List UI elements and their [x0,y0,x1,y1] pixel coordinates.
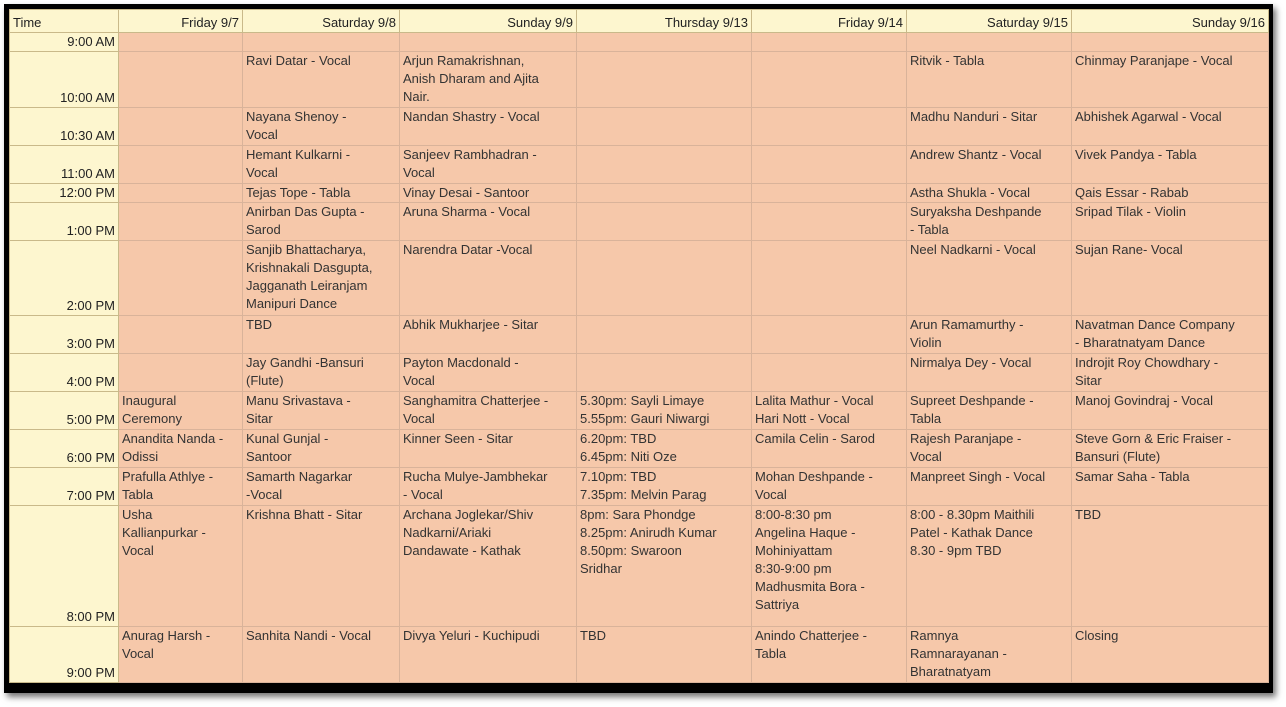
schedule-cell[interactable] [577,146,752,184]
performer-line: Narendra Datar -Vocal [403,242,533,257]
performer-line: Arun Ramamurthy - [910,317,1024,332]
schedule-cell[interactable] [400,241,577,316]
performer-line: - Tabla [910,222,949,237]
schedule-cell[interactable] [752,392,907,430]
table-row [10,52,1269,108]
schedule-cell[interactable] [577,506,752,627]
time-slot-label[interactable]: 10:00 AM [10,52,119,108]
performer-line: 8:30-9:00 pm [755,561,832,576]
schedule-cell[interactable] [907,354,1072,392]
performer-line: Sanjeev Rambhadran - [403,147,537,162]
performer-line: Anandita Nanda - [122,431,224,446]
performer-line: 8.30 - 9pm TBD [910,543,1002,558]
schedule-cell[interactable] [907,506,1072,627]
schedule-cell[interactable] [119,203,243,241]
schedule-cell[interactable] [752,108,907,146]
schedule-cell[interactable] [577,108,752,146]
performer-line: Chinmay Paranjape - Vocal [1075,53,1233,68]
time-slot-label[interactable]: 9:00 AM [10,33,119,52]
performer-line: Nadkarni/Ariaki [403,525,492,540]
schedule-cell[interactable] [400,184,577,203]
performer-line: Anirban Das Gupta - [246,204,365,219]
schedule-cell[interactable] [577,430,752,468]
schedule-cell[interactable] [243,184,400,203]
schedule-cell[interactable] [119,241,243,316]
table-row [10,506,1269,627]
schedule-cell[interactable] [907,108,1072,146]
performer-line: Jagganath Leiranjam [246,278,368,293]
schedule-cell[interactable] [119,354,243,392]
schedule-cell[interactable] [400,108,577,146]
schedule-cell[interactable] [243,52,400,108]
performer-line: Ramnarayanan - [910,646,1007,661]
schedule-cell[interactable] [243,33,400,52]
performer-line: -Vocal [246,487,283,502]
schedule-cell[interactable] [907,430,1072,468]
schedule-cell[interactable] [1072,241,1269,316]
schedule-cell[interactable] [577,627,752,683]
performer-line: Vocal [403,165,435,180]
schedule-cell[interactable] [119,392,243,430]
performer-line: Tabla [755,646,787,661]
schedule-cell[interactable] [752,354,907,392]
performer-line: Indrojit Roy Chowdhary - [1075,355,1219,370]
performer-line: Abhik Mukharjee - Sitar [403,317,539,332]
performer-line: Samarth Nagarkar [246,469,353,484]
schedule-cell[interactable] [907,33,1072,52]
performer-line: Manu Srivastava - [246,393,351,408]
schedule-cell[interactable] [752,430,907,468]
schedule-cell[interactable] [400,316,577,354]
performer-line: Qais Essar - Rabab [1075,185,1189,200]
performer-line: Sitar [1075,373,1102,388]
schedule-cell[interactable] [119,430,243,468]
performer-line: 6.20pm: TBD [580,431,657,446]
header-row [10,10,1269,33]
schedule-cell[interactable] [577,52,752,108]
table-row [10,627,1269,683]
schedule-cell[interactable] [119,146,243,184]
schedule-cell[interactable] [752,627,907,683]
performer-line: Sattriya [755,597,800,612]
performer-line: - Bharatnatyam Dance [1075,335,1206,350]
schedule-cell[interactable] [752,184,907,203]
time-slot-label[interactable]: 1:00 PM [10,203,119,241]
performer-line: Vocal [246,127,278,142]
performer-line: Tabla [122,487,154,502]
performer-line: Inaugural [122,393,177,408]
performer-line: (Flute) [246,373,284,388]
schedule-cell[interactable] [400,52,577,108]
schedule-cell[interactable] [752,203,907,241]
performer-line: Vocal [910,449,942,464]
schedule-cell[interactable] [907,627,1072,683]
performer-line: Divya Yeluri - Kuchipudi [403,628,540,643]
schedule-cell[interactable] [243,627,400,683]
performer-line: Arjun Ramakrishnan, [403,53,525,68]
performer-line: Lalita Mathur - Vocal [755,393,874,408]
performer-line: Mohan Deshpande - [755,469,873,484]
performer-line: 7.10pm: TBD [580,469,657,484]
performer-line: Patel - Kathak Dance [910,525,1033,540]
schedule-cell[interactable] [752,506,907,627]
schedule-cell[interactable] [243,506,400,627]
schedule-cell[interactable] [907,52,1072,108]
performer-line: Rucha Mulye-Jambhekar [403,469,548,484]
performer-line: Dandawate - Kathak [403,543,521,558]
performer-line: Anindo Chatterjee - [755,628,868,643]
schedule-cell[interactable] [243,146,400,184]
schedule-cell[interactable] [119,627,243,683]
day-header[interactable]: Sunday 9/9 [400,10,577,33]
performer-line: 8:00-8:30 pm [755,507,832,522]
performer-line: 8.25pm: Anirudh Kumar [580,525,717,540]
performer-line: Tejas Tope - Tabla [246,185,351,200]
performer-line: Astha Shukla - Vocal [910,185,1030,200]
performer-line: Madhusmita Bora - [755,579,865,594]
performer-line: Manpreet Singh - Vocal [910,469,1046,484]
table-row [10,468,1269,506]
schedule-cell[interactable] [1072,430,1269,468]
performer-line: Angelina Haque - [755,525,856,540]
performer-line: Ceremony [122,411,182,426]
performer-line: Sridhar [580,561,622,576]
schedule-cell[interactable] [243,316,400,354]
schedule-cell[interactable] [907,241,1072,316]
performer-line: Tabla [910,411,942,426]
schedule-cell[interactable] [1072,354,1269,392]
schedule-cell[interactable] [577,316,752,354]
schedule-cell[interactable] [400,506,577,627]
performer-line: Anish Dharam and Ajita [403,71,539,86]
schedule-cell[interactable] [907,184,1072,203]
schedule-cell[interactable] [1072,392,1269,430]
schedule-cell[interactable] [1072,184,1269,203]
table-row [10,241,1269,316]
performer-line: Hari Nott - Vocal [755,411,850,426]
schedule-cell[interactable] [577,184,752,203]
schedule-cell[interactable] [1072,108,1269,146]
table-row [10,316,1269,354]
time-column-header[interactable]: Time [10,10,119,33]
schedule-cell[interactable] [243,430,400,468]
schedule-cell[interactable] [400,203,577,241]
performer-line: 8:00 - 8.30pm Maithili [910,507,1035,522]
performer-line: Madhu Nanduri - Sitar [910,109,1038,124]
schedule-cell[interactable] [577,354,752,392]
performer-line: Usha [122,507,153,522]
time-slot-label[interactable]: 5:00 PM [10,392,119,430]
schedule-cell[interactable] [1072,33,1269,52]
performer-line: Supreet Deshpande - [910,393,1034,408]
performer-line: Aruna Sharma - Vocal [403,204,531,219]
performer-line: Ravi Datar - Vocal [246,53,351,68]
performer-line: Abhishek Agarwal - Vocal [1075,109,1222,124]
performer-line: Bharatnatyam [910,664,991,679]
performer-line: TBD [580,628,606,643]
table-row [10,203,1269,241]
day-header[interactable]: Saturday 9/8 [243,10,400,33]
day-header[interactable]: Thursday 9/13 [577,10,752,33]
performer-line: Nirmalya Dey - Vocal [910,355,1032,370]
schedule-cell[interactable] [243,108,400,146]
time-slot-label[interactable]: 8:00 PM [10,506,119,627]
schedule-cell[interactable] [1072,52,1269,108]
performer-line: Anurag Harsh - [122,628,211,643]
performer-line: Bansuri (Flute) [1075,449,1161,464]
performer-line: Neel Nadkarni - Vocal [910,242,1036,257]
performer-line: Vinay Desai - Santoor [403,185,530,200]
performer-line: Vocal [755,487,787,502]
performer-line: Kallianpurkar - [122,525,206,540]
performer-line: Sanhita Nandi - Vocal [246,628,372,643]
performer-line: TBD [1075,507,1101,522]
performer-line: Rajesh Paranjape - [910,431,1022,446]
time-slot-label[interactable]: 10:30 AM [10,108,119,146]
performer-line: Kunal Gunjal - [246,431,329,446]
performer-line: Manipuri Dance [246,296,338,311]
performer-line: Odissi [122,449,159,464]
performer-line: Vocal [122,646,154,661]
performer-line: Sanjib Bhattacharya, [246,242,366,257]
table-row [10,184,1269,203]
table-row [10,354,1269,392]
performer-line: Nayana Shenoy - [246,109,347,124]
performer-line: Hemant Kulkarni - [246,147,351,162]
performer-line: TBD [246,317,272,332]
time-slot-label[interactable]: 4:00 PM [10,354,119,392]
table-row [10,108,1269,146]
performer-line: Sujan Rane- Vocal [1075,242,1183,257]
day-header[interactable]: Friday 9/14 [752,10,907,33]
performer-line: Sripad Tilak - Violin [1075,204,1187,219]
performer-line: 5.55pm: Gauri Niwargi [580,411,710,426]
schedule-cell[interactable] [119,468,243,506]
schedule-cell[interactable] [1072,203,1269,241]
performer-line: 7.35pm: Melvin Parag [580,487,707,502]
performer-line: Steve Gorn & Eric Fraiser - [1075,431,1232,446]
table-row [10,146,1269,184]
performer-line: Krishnakali Dasgupta, [246,260,373,275]
schedule-cell[interactable] [752,241,907,316]
time-slot-label[interactable]: 12:00 PM [10,184,119,203]
performer-line: Santoor [246,449,292,464]
schedule-cell[interactable] [119,52,243,108]
schedule-cell[interactable] [907,316,1072,354]
time-slot-label[interactable]: 2:00 PM [10,241,119,316]
performer-line: 8pm: Sara Phondge [580,507,696,522]
schedule-cell[interactable] [243,241,400,316]
schedule-cell[interactable] [400,33,577,52]
performer-line: Navatman Dance Company [1075,317,1235,332]
schedule-cell[interactable] [907,468,1072,506]
schedule-cell[interactable] [577,33,752,52]
schedule-cell[interactable] [577,392,752,430]
performer-line: Krishna Bhatt - Sitar [246,507,363,522]
performer-line: 6.45pm: Niti Oze [580,449,677,464]
performer-line: Sitar [246,411,273,426]
time-slot-label[interactable]: 11:00 AM [10,146,119,184]
schedule-cell[interactable] [119,506,243,627]
schedule-cell[interactable] [577,241,752,316]
performer-line: 8.50pm: Swaroon [580,543,682,558]
schedule-cell[interactable] [400,354,577,392]
time-slot-label[interactable]: 3:00 PM [10,316,119,354]
performer-line: Ramnya [910,628,959,643]
table-row [10,392,1269,430]
performer-line: 5.30pm: Sayli Limaye [580,393,705,408]
schedule-body [10,33,1269,683]
performer-line: Sarod [246,222,281,237]
performer-line: Violin [910,335,942,350]
schedule-cell[interactable] [752,33,907,52]
performer-line: - Vocal [403,487,443,502]
time-slot-label[interactable]: 9:00 PM [10,627,119,683]
table-row [10,33,1269,52]
performer-line: Kinner Seen - Sitar [403,431,513,446]
performer-line: Camila Celin - Sarod [755,431,875,446]
schedule-cell[interactable] [1072,146,1269,184]
schedule-cell[interactable] [119,316,243,354]
performer-line: Jay Gandhi -Bansuri [246,355,364,370]
performer-line: Mohiniyattam [755,543,833,558]
schedule-cell[interactable] [1072,316,1269,354]
schedule-cell[interactable] [400,392,577,430]
schedule-cell[interactable] [907,392,1072,430]
schedule-cell[interactable] [400,430,577,468]
schedule-cell[interactable] [119,184,243,203]
day-header[interactable]: Friday 9/7 [119,10,243,33]
performer-line: Vocal [246,165,278,180]
schedule-cell[interactable] [119,33,243,52]
time-slot-label[interactable]: 7:00 PM [10,468,119,506]
performer-line: Payton Macdonald - [403,355,519,370]
performer-line: Ritvik - Tabla [910,53,985,68]
schedule-cell[interactable] [243,392,400,430]
performer-line: Suryaksha Deshpande [910,204,1042,219]
performer-line: Nair. [403,89,430,104]
performer-line: Manoj Govindraj - Vocal [1075,393,1214,408]
schedule-cell[interactable] [577,468,752,506]
day-header[interactable]: Sunday 9/16 [1072,10,1269,33]
performer-line: Samar Saha - Tabla [1075,469,1190,484]
performer-line: Sanghamitra Chatterjee - [403,393,549,408]
performer-line: Vocal [403,373,435,388]
screenshot-frame [4,4,1273,693]
schedule-cell[interactable] [907,146,1072,184]
day-header[interactable]: Saturday 9/15 [907,10,1072,33]
performer-line: Prafulla Athlye - [122,469,214,484]
performer-line: Vocal [403,411,435,426]
schedule-cell[interactable] [400,468,577,506]
schedule-spreadsheet [9,9,1269,683]
schedule-cell[interactable] [752,468,907,506]
schedule-cell[interactable] [752,316,907,354]
performer-line: Archana Joglekar/Shiv [403,507,534,522]
schedule-cell[interactable] [752,52,907,108]
schedule-cell[interactable] [400,146,577,184]
performer-line: Vivek Pandya - Tabla [1075,147,1197,162]
schedule-cell[interactable] [243,203,400,241]
performer-line: Vocal [122,543,154,558]
schedule-cell[interactable] [1072,468,1269,506]
performer-line: Closing [1075,628,1119,643]
schedule-cell[interactable] [119,108,243,146]
table-row [10,430,1269,468]
schedule-cell[interactable] [243,468,400,506]
time-slot-label[interactable]: 6:00 PM [10,430,119,468]
performer-line: Andrew Shantz - Vocal [910,147,1042,162]
schedule-cell[interactable] [907,203,1072,241]
schedule-cell[interactable] [577,203,752,241]
schedule-cell[interactable] [752,146,907,184]
schedule-cell[interactable] [1072,506,1269,627]
schedule-cell[interactable] [1072,627,1269,683]
schedule-cell[interactable] [243,354,400,392]
performer-line: Nandan Shastry - Vocal [403,109,540,124]
schedule-cell[interactable] [400,627,577,683]
